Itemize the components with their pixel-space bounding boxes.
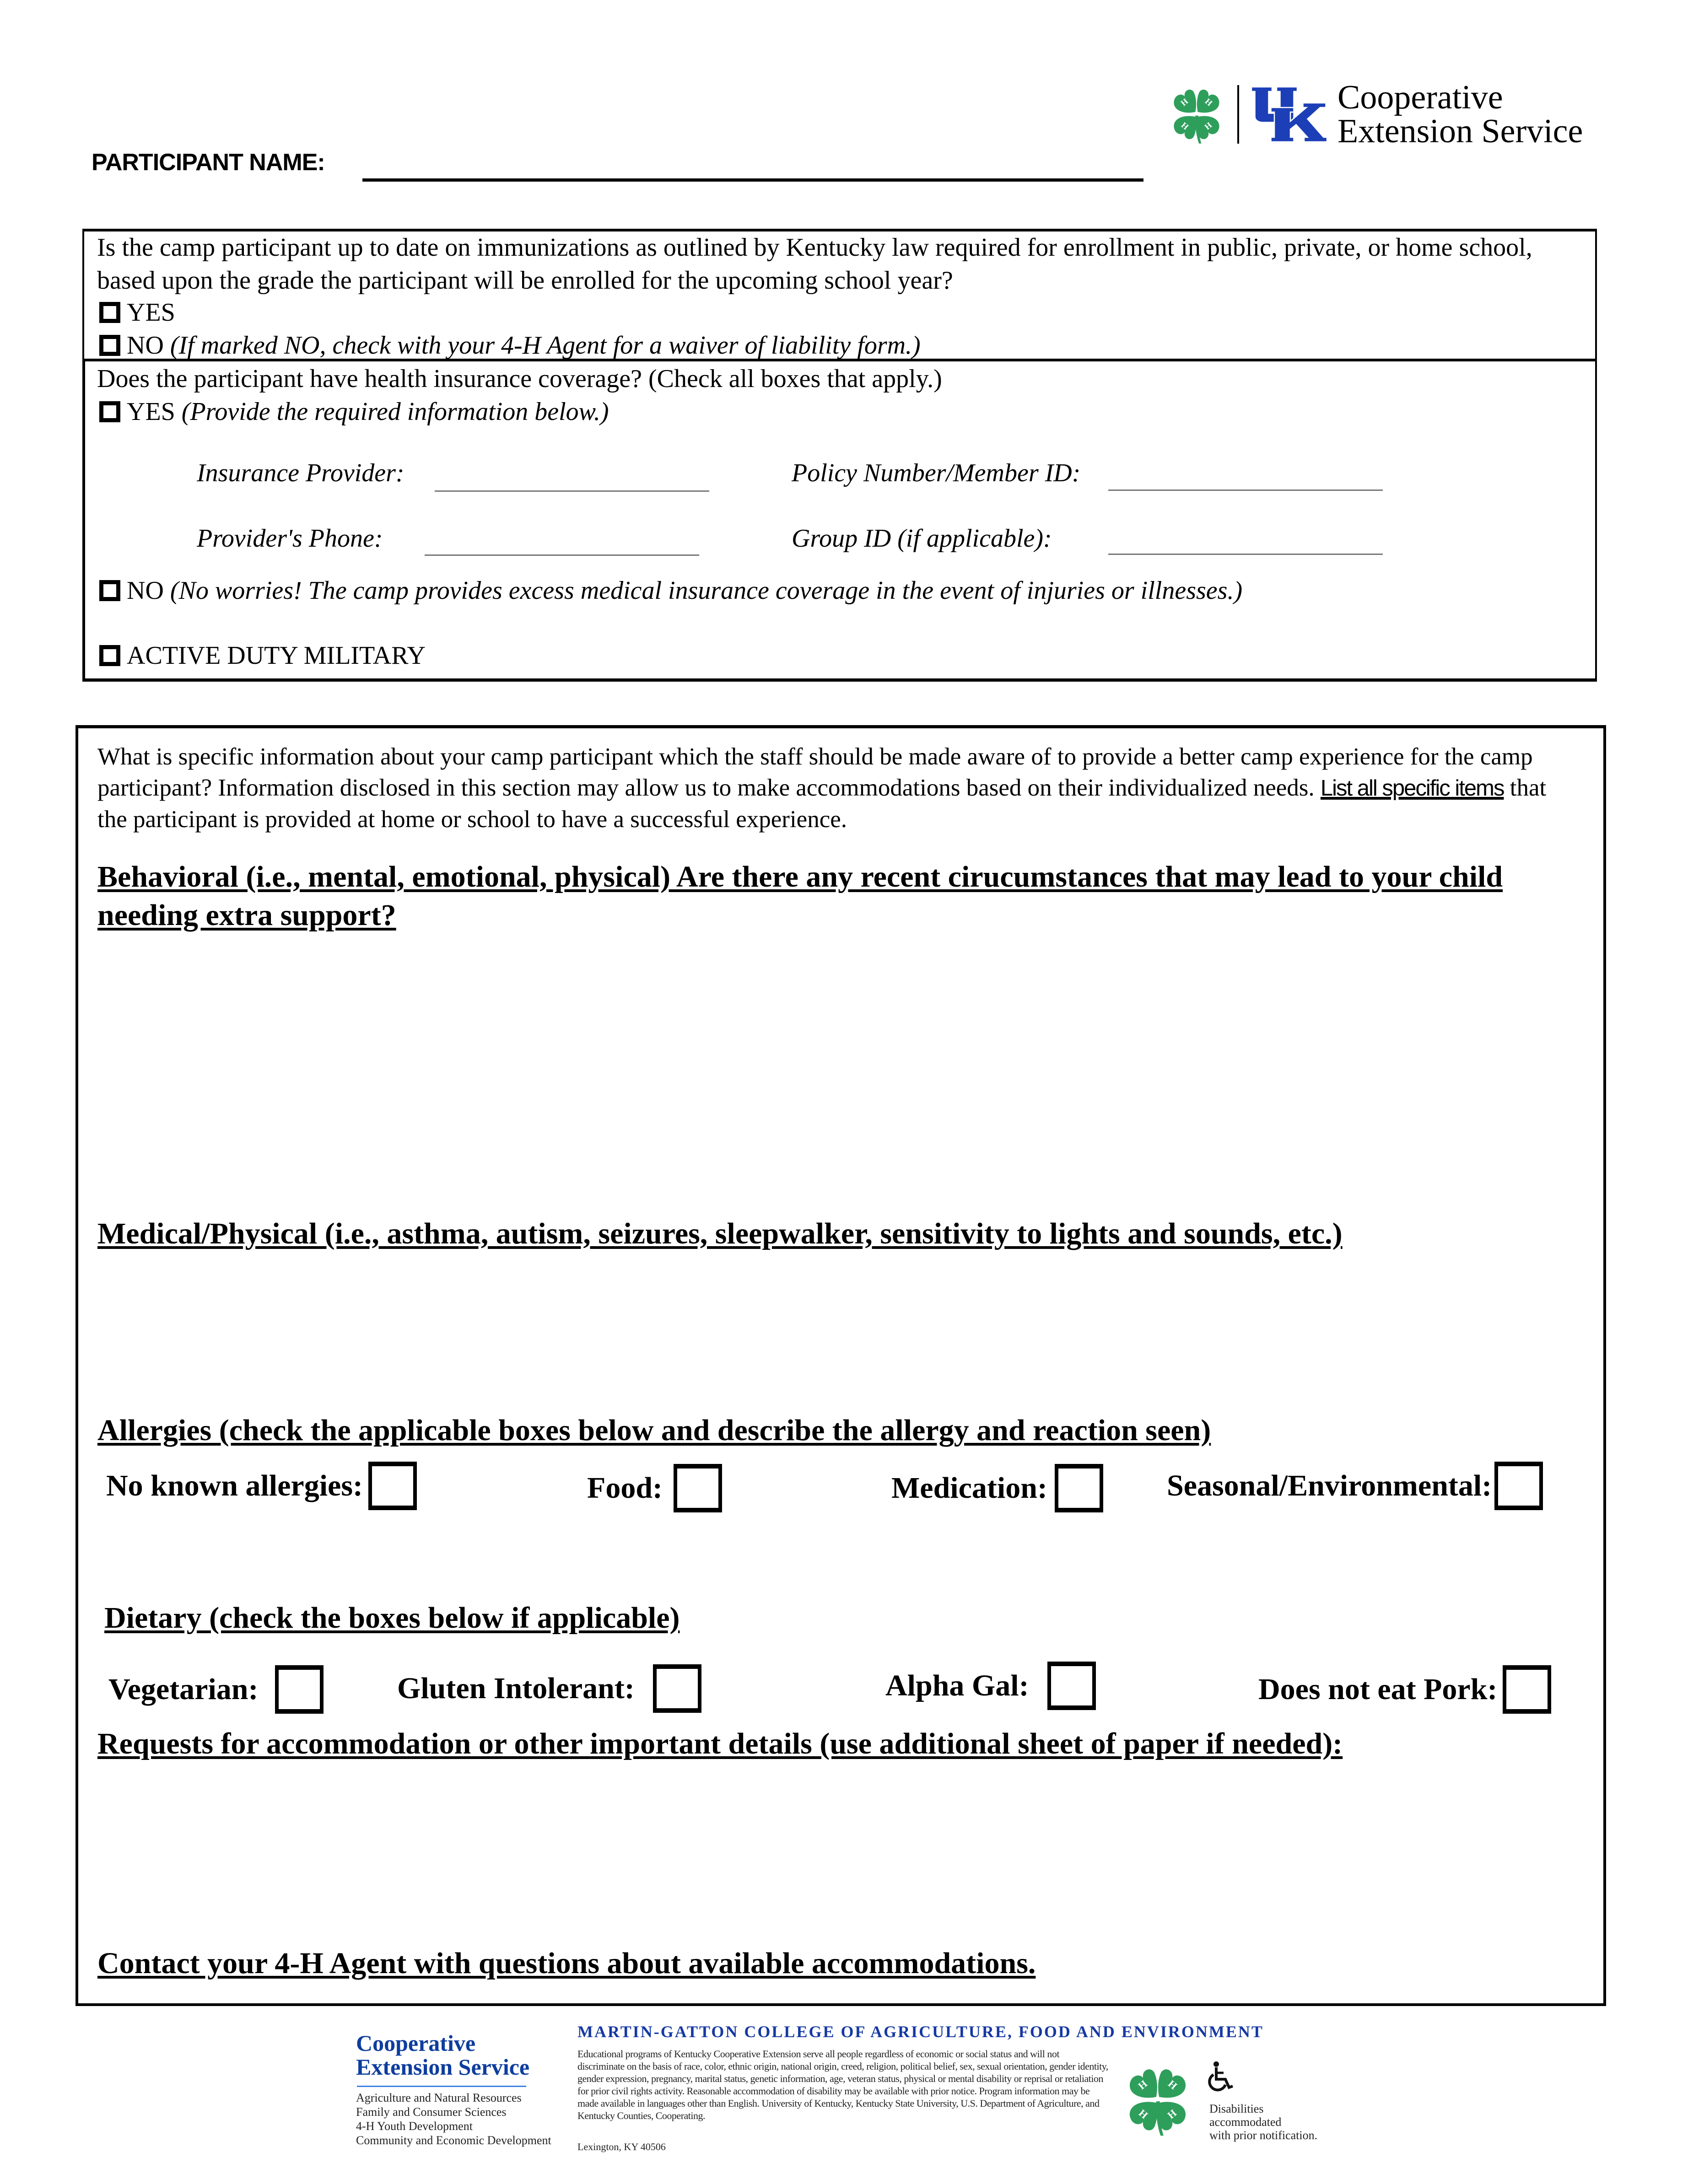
insurance-no-note: (No worries! The camp provides excess medical insurance coverage in the event of injuries or illnesses.) [170,576,1243,605]
svg-text:H: H [1179,97,1190,108]
immunization-no-note: (If marked NO, check with your 4-H Agent for a waiver of liability form.) [170,331,921,360]
diet-no-pork-checkbox[interactable] [1503,1665,1551,1714]
insurance-no-checkbox[interactable] [99,580,120,601]
footer-ces-line1: Cooperative [356,2030,476,2056]
wheelchair-accessibility-icon [1208,2061,1235,2093]
disabilities-line1: Disabilities [1209,2102,1264,2115]
svg-text:H: H [1136,2077,1150,2092]
ces-title-line1: Cooperative [1337,79,1503,116]
footer-college-name: MARTIN-GATTON COLLEGE OF AGRICULTURE, FOOD AND ENVIRONMENT [577,2023,1264,2041]
requests-response-area[interactable] [97,1770,1585,1944]
allergy-food-checkbox[interactable] [674,1464,722,1512]
insurance-question: Does the participant have health insurance coverage? (Check all boxes that apply.) [97,365,942,393]
diet-alpha-gal-option[interactable] [885,1662,1096,1710]
insurance-provider-field[interactable] [435,490,709,492]
footer-unit: Family and Consumer Sciences [356,2105,507,2119]
requests-heading: Requests for accommodation or other important details (use additional sheet of paper if needed): [97,1727,1343,1760]
behavioral-heading: Behavioral (i.e., mental, emotional, physical) Are there any recent cirucumstances that may lead to your child needing extra support? [97,860,1503,932]
4-h-clover-icon [1167,85,1226,144]
active-duty-military-checkbox[interactable] [99,645,120,666]
footer-program-units [356,2091,551,2147]
diet-gluten-label: Gluten Intolerant: [397,1672,635,1705]
allergy-no-known-option[interactable] [106,1462,417,1510]
diet-gluten-checkbox[interactable] [653,1664,701,1713]
insurance-yes-option[interactable] [99,395,609,428]
immunization-question: Is the camp participant up to date on immunizations as outlined by Kentucky law required for enrollment in public, private, or home school, based upon the grade the participant will be enrolled for the upcoming school year? [97,233,1532,295]
diet-vegetarian-label: Vegetarian: [108,1673,259,1706]
diet-gluten-option[interactable] [397,1664,701,1713]
immunization-yes-option[interactable] [99,296,175,329]
insurance-yes-label: YES [127,398,175,426]
footer-ces-rule [357,2086,526,2087]
footer-eeo-statement: Educational programs of Kentucky Cooperative Extension serve all people regardless of economic or social status and will not discriminate on the basis of race, color, ethnic origin, national origin, creed, religion, political belief, sex, sexual orientation, gender identity, gender expression, pregnancy, marital status, genetic information, age, veteran status, physical or mental disability or reprisal or retaliation for prior civil rights activity. Reasonable accommodation of disability may be available with prior notice. Program information may be made available in languages other than English. University of Kentucky, Kentucky State University, U.S. Department of Agriculture, and Kentucky Counties, Cooperating. [577,2048,1108,2121]
allergy-seasonal-checkbox[interactable] [1494,1462,1543,1510]
allergy-no-known-label: No known allergies: [106,1469,363,1502]
svg-text:H: H [1165,2077,1180,2092]
uk-logo-icon [1249,85,1329,144]
allergies-heading: Allergies (check the applicable boxes below and describe the allergy and reaction seen) [97,1414,1211,1447]
header-logo [1167,78,1624,151]
svg-text:H: H [1179,120,1191,132]
behavioral-response-area[interactable] [97,938,1585,1194]
disabilities-line2: accommodated [1209,2115,1282,2129]
allergy-seasonal-label: Seasonal/Environmental: [1167,1469,1492,1502]
group-id-label: Group ID (if applicable): [792,524,1052,553]
contact-agent-note: Contact your 4-H Agent with questions about available accommodations. [97,1947,1036,1980]
medical-response-area[interactable] [97,1263,1585,1409]
immunization-yes-checkbox[interactable] [99,302,120,323]
dietary-heading: Dietary (check the boxes below if applicable) [104,1601,680,1635]
disabilities-notice [1209,2102,1317,2142]
diet-alpha-gal-checkbox[interactable] [1047,1662,1096,1710]
provider-phone-field[interactable] [425,554,699,556]
insurance-no-label: NO [127,576,164,605]
immunization-no-label: NO [127,331,164,360]
allergy-no-known-checkbox[interactable] [368,1462,417,1510]
participant-name-label: PARTICIPANT NAME: [92,149,325,176]
specific-info-intro [97,741,1562,835]
insurance-no-option[interactable] [99,574,1242,607]
footer-4-h-clover-icon [1121,2063,1194,2136]
active-duty-military-label: ACTIVE DUTY MILITARY [127,641,426,670]
policy-number-label: Policy Number/Member ID: [792,459,1081,487]
svg-text:H: H [1136,2107,1150,2121]
insurance-yes-checkbox[interactable] [99,401,120,422]
immunization-yes-label: YES [127,298,175,327]
participant-name-field[interactable] [362,178,1143,182]
specific-info-intro-part2: that the participant is provided at home or school to have a successful experience. [97,775,1547,833]
footer-ces-line2: Extension Service [356,2054,530,2080]
footer-address: Lexington, KY 40506 [577,2141,666,2152]
logo-divider [1237,85,1239,144]
medical-heading: Medical/Physical (i.e., asthma, autism, seizures, sleepwalker, sensitivity to lights and sounds, etc.) [97,1217,1343,1250]
insurance-yes-note: (Provide the required information below.) [181,398,609,426]
footer-unit: Agriculture and Natural Resources [356,2091,522,2104]
policy-number-field[interactable] [1108,490,1383,491]
footer-ces-title [356,2031,529,2079]
ces-title-line2: Extension Service [1337,113,1583,150]
allergy-food-label: Food: [587,1471,663,1505]
svg-text:H: H [1203,97,1214,108]
diet-vegetarian-option[interactable] [108,1665,324,1714]
allergy-seasonal-option[interactable] [1167,1462,1543,1510]
footer-unit: Community and Economic Development [356,2134,551,2147]
specific-info-emphasis: List all specific items [1320,776,1504,801]
disabilities-line3: with prior notification. [1209,2129,1318,2142]
diet-no-pork-label: Does not eat Pork: [1258,1673,1498,1706]
svg-text:H: H [1165,2107,1179,2121]
ces-title [1337,81,1583,148]
svg-text:H: H [1203,120,1214,132]
specific-info-intro-part1: What is specific information about your camp participant which the staff should be made aware of to provide a better camp experience for the camp participant? Information disclosed in this section may allow us to make accommodations based on their individualized needs. [97,743,1533,801]
diet-alpha-gal-label: Alpha Gal: [885,1669,1029,1702]
diet-no-pork-option[interactable] [1258,1665,1551,1714]
footer-unit: 4-H Youth Development [356,2119,473,2133]
group-id-field[interactable] [1108,554,1383,555]
diet-vegetarian-checkbox[interactable] [275,1665,324,1714]
immunization-no-checkbox[interactable] [99,335,120,356]
allergy-medication-label: Medication: [891,1471,1047,1505]
allergy-medication-checkbox[interactable] [1055,1464,1103,1512]
insurance-provider-label: Insurance Provider: [197,459,404,487]
immunization-no-option[interactable] [99,329,921,362]
allergy-medication-option[interactable] [891,1464,1103,1512]
active-duty-military-option[interactable] [99,639,426,672]
allergy-food-option[interactable] [587,1464,722,1512]
provider-phone-label: Provider's Phone: [197,524,383,553]
